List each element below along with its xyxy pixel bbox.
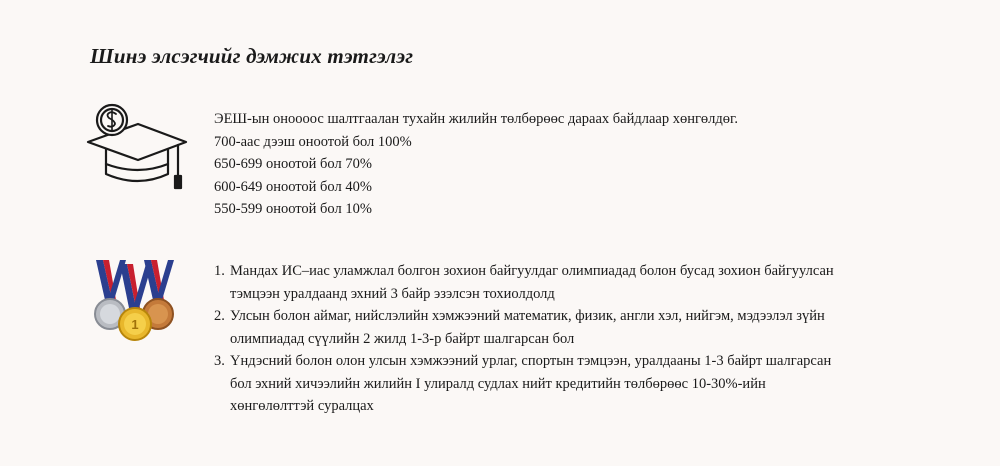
- graduation-cap-dollar-icon: [84, 102, 188, 198]
- list-item: [214, 305, 914, 350]
- list-item-text: Үндэсний болон олон улсын хэмжээний урлаг, спортын тэмцээн, уралдааны 1-3 байрт шалгарсан: [230, 353, 832, 369]
- svg-text:1: 1: [131, 317, 139, 332]
- list-item-text: тэмцээн уралдаанд эхний 3 байр эзэлсэн тохиолдолд: [230, 285, 555, 302]
- scholarship-intro: ЭЕШ-ын оноооос шалтгаалан тухайн жилийн төлбөрөөс дараах байдлаар хөнгөлдөг.: [214, 111, 738, 127]
- list-item-text: Мандах ИС–иас уламжлал болгон зохион байгуулдаг олимпиадад болон бусад зохион байгуулсан: [230, 263, 834, 279]
- list-item: [214, 260, 914, 305]
- scholarship-block: [214, 108, 738, 221]
- awards-list: [214, 260, 914, 418]
- list-item-text: бол эхний хичээлийн жилийн I улиралд судлах нийт кредитийн төлбөрөөс 10-30%-ийн: [230, 375, 766, 392]
- page-title: Шинэ элсэгчийг дэмжих тэтгэлэг: [90, 44, 414, 68]
- list-item-text: хөнгөлөлттэй суралцах: [230, 398, 374, 414]
- scholarship-tier: 700-аас дээш оноотой бол 100%: [214, 133, 412, 150]
- list-item-number: 2.: [214, 308, 225, 324]
- scholarship-tier: 600-649 оноотой бол 40%: [214, 178, 372, 195]
- list-item-text: олимпиадад сүүлийн 2 жилд 1-3-р байрт шалгарсан бол: [230, 330, 575, 347]
- medals-icon: [90, 258, 180, 342]
- list-item-number: 1.: [214, 263, 225, 279]
- list-item-number: 3.: [214, 353, 225, 369]
- list-item: [214, 350, 914, 418]
- list-item-text: Улсын болон аймаг, нийслэлийн хэмжээний математик, физик, англи хэл, нийгэм, мэдээлэл зүйн: [230, 308, 825, 324]
- scholarship-tier: 550-599 оноотой бол 10%: [214, 201, 372, 217]
- scholarship-tier: 650-699 оноотой бол 70%: [214, 156, 372, 172]
